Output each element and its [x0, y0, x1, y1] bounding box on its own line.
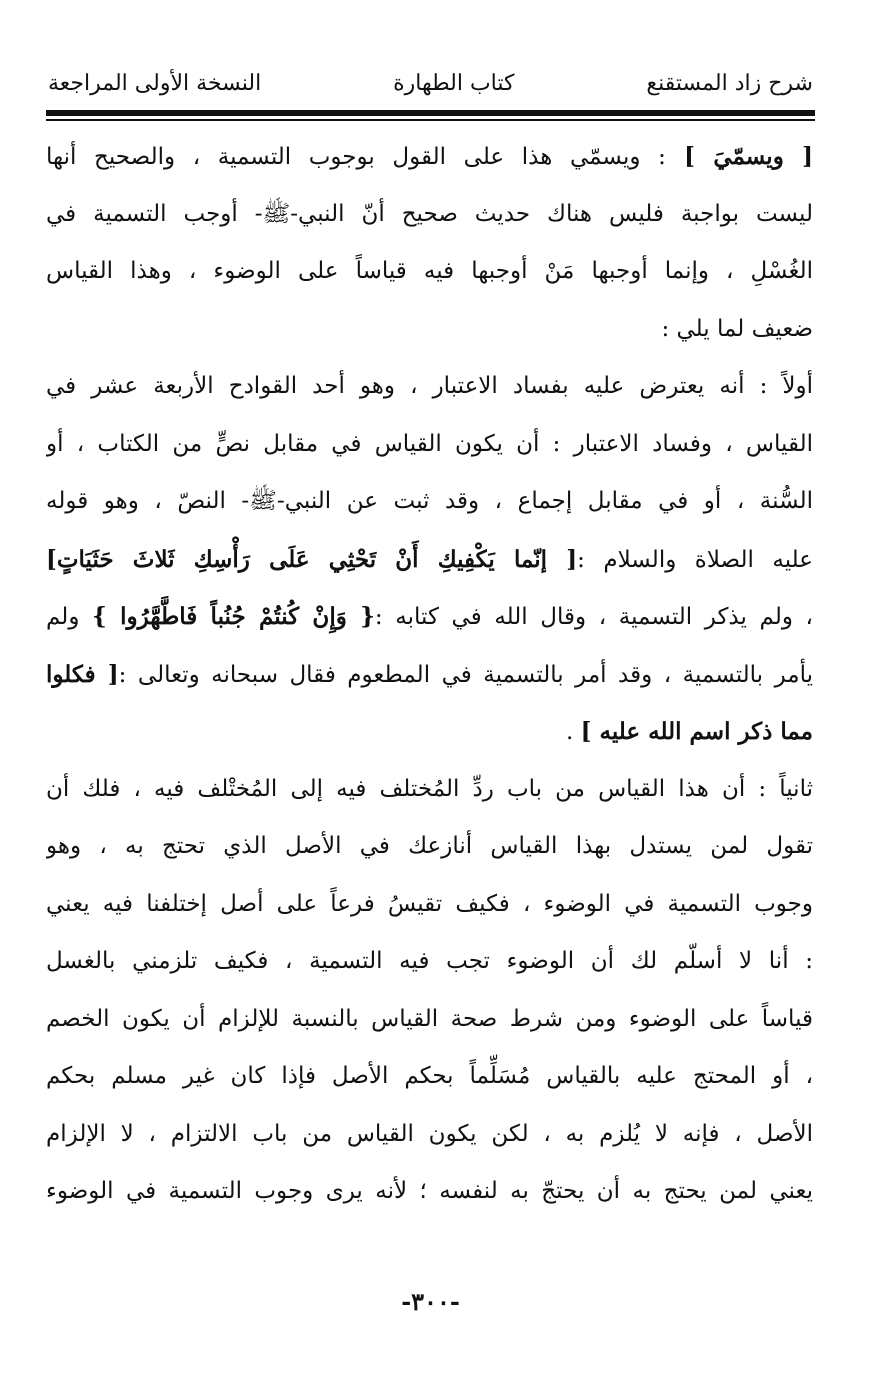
text-line — [46, 991, 813, 1049]
text-span: ليست بواجبة فليس هناك حديث صحيح أنّ النبي-ﷺ- أوجب التسمية في — [46, 200, 813, 227]
text-line — [46, 1163, 813, 1221]
text-span: الغُسْلِ ، وإنما أوجبها مَنْ أوجبها فيه قياساً على الوضوء ، وهذا القياس — [46, 258, 813, 284]
text-span: وجوب التسمية في الوضوء ، فكيف تقيسُ فرعاً على أصل إختلفنا فيه يعني — [46, 890, 813, 917]
text-line — [46, 933, 813, 991]
text-line — [46, 358, 813, 416]
text-span: ، أو المحتج عليه بالقياس مُسَلِّماً بحكم الأصل فإذا كان غير مسلم بحكم — [46, 1063, 813, 1089]
text-span: عليه الصلاة والسلام : — [577, 546, 813, 573]
text-line — [46, 243, 813, 301]
text-span: ، ولم يذكر التسمية ، وقال الله في كتابه : — [374, 604, 813, 630]
text-line — [46, 588, 813, 646]
text-span: يأمر بالتسمية ، وقد أمر بالتسمية في المطعوم فقال سبحانه وتعالى : — [118, 661, 813, 688]
text-line — [46, 416, 813, 474]
quoted-text: [ إنّما يَكْفِيكِ أَنْ تَحْثِي عَلَى رَأْسِكِ ثَلاثَ حَثَيَاتٍ] — [46, 545, 578, 573]
book-title: شرح زاد المستقنع — [646, 70, 813, 96]
text-span: القياس ، وفساد الاعتبار : أن يكون القياس في مقابل نصٍّ من الكتاب ، أو — [46, 430, 813, 457]
page-number: -٣٠٠- — [401, 1287, 460, 1316]
text-span: تقول لمن يستدل بهذا القياس أنازعك في الأصل الذي تحتج به ، وهو — [46, 833, 813, 859]
page-body — [46, 128, 813, 1221]
header-rule-thin — [46, 119, 815, 121]
header-rule-thick — [46, 110, 815, 116]
quoted-text: [ فكلوا — [46, 660, 119, 688]
text-line — [46, 473, 813, 531]
text-span: ولم — [46, 604, 93, 630]
text-span: : ويسمّي هذا على القول بوجوب التسمية ، والصحيح أنها — [46, 144, 666, 170]
text-line — [46, 646, 813, 704]
text-span: يعني لمن يحتج به أن يحتجّ به لنفسه ؛ لأنه يرى وجوب التسمية في الوضوء — [46, 1178, 813, 1204]
quoted-text: مما ذكر اسم الله عليه ] — [580, 718, 813, 745]
text-span: ضعيف لما يلي : — [661, 315, 813, 342]
text-span: السُّنة ، أو في مقابل إجماع ، وقد ثبت عن النبي-ﷺ- النصّ ، وهو قوله — [46, 488, 813, 514]
text-line — [46, 531, 813, 589]
text-line — [46, 703, 813, 761]
text-line — [46, 301, 813, 359]
text-line — [46, 128, 813, 186]
text-span: الأصل ، فإنه لا يُلزم به ، لكن يكون القياس من باب الالتزام ، لا الإلزام — [46, 1120, 813, 1147]
text-line — [46, 1048, 813, 1106]
text-line — [46, 876, 813, 934]
running-header — [48, 58, 813, 108]
text-span: : أنا لا أسلّم لك أن الوضوء تجب فيه التسمية ، فكيف تلزمني بالغسل — [46, 948, 813, 974]
edition-note: النسخة الأولى المراجعة — [48, 70, 262, 96]
text-line — [46, 761, 813, 819]
chapter-title: كتاب الطهارة — [393, 70, 515, 96]
text-line — [46, 186, 813, 244]
text-line — [46, 1106, 813, 1164]
quoted-text: [ ويسمّيَ ] — [665, 143, 813, 170]
text-span: قياساً على الوضوء ومن شرط صحة القياس بالنسبة للإلزام أن يكون الخصم — [46, 1005, 813, 1032]
text-line — [46, 818, 813, 876]
text-span: ثانياً : أن هذا القياس من باب ردِّ المُختلف فيه إلى المُختْلف فيه ، فلك أن — [46, 775, 813, 802]
text-span: أولاً : أنه يعترض عليه بفساد الاعتبار ، وهو أحد القوادح الأربعة عشر في — [46, 373, 813, 399]
quoted-text: { وَإِنْ كُنتُمْ جُنُباً فَاطَّهَّرُوا } — [92, 603, 375, 630]
text-span: . — [566, 719, 581, 745]
